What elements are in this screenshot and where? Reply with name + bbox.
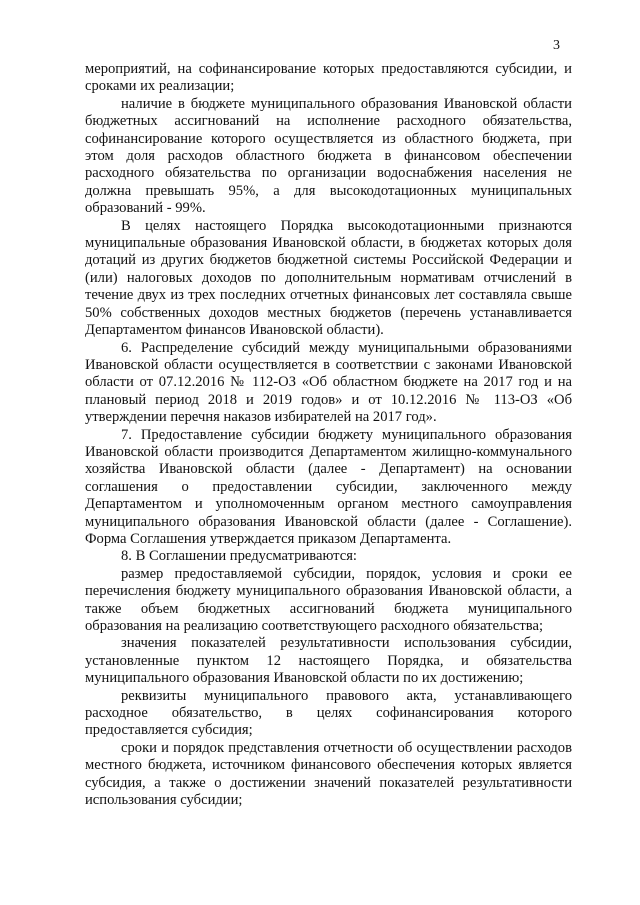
- paragraph: сроки и порядок представления отчетности об осуществлении расходов местного бюджета, источником финансового обеспечения которых является субсидия, а также о достижении значений показателей результативности использования субсидии;: [85, 739, 572, 809]
- paragraph: реквизиты муниципального правового акта, устанавливающего расходное обязательство, в целях софинансирования которого предоставляется субсидия;: [85, 687, 572, 739]
- paragraph: мероприятий, на софинансирование которых предоставляются субсидии, и сроками их реализации;: [85, 61, 572, 95]
- paragraph: 8. В Соглашении предусматриваются:: [121, 548, 357, 565]
- paragraph: 6. Распределение субсидий между муниципальными образованиями Ивановской области осуществляется в соответствии с законами Ивановской области от 07.12.2016 № 112-ОЗ «Об областном бюджете на 2017 год и на плановый период 2018 и 2019 годов» и от 10.12.2016 № 113-ОЗ «Об утверждении перечня наказов избирателей на 2017 год».: [85, 339, 572, 426]
- paragraph: размер предоставляемой субсидии, порядок, условия и сроки ее перечисления бюджету муниципального образования Ивановской области, а также объем бюджетных ассигнований бюджета муниципального образования на реализацию соответствующего расходного обязательства;: [85, 565, 572, 634]
- document-body: [85, 61, 572, 809]
- paragraph: значения показателей результативности использования субсидии, установленные пунктом 12 настоящего Порядка, и обязательства муниципального образования Ивановской области по их достижению;: [85, 635, 572, 687]
- paragraph: В целях настоящего Порядка высокодотационными признаются муниципальные образования Ивановской области, в бюджетах которых доля дотаций из других бюджетов бюджетной системы Российской Федерации и (или) налоговых доходов по дополнительным нормативам отчислений в течение двух из трех последних отчетных финансовых лет составляла свыше 50% собственных доходов местных бюджетов (перечень устанавливается Департаментом финансов Ивановской области).: [85, 217, 572, 339]
- paragraph: 7. Предоставление субсидии бюджету муниципального образования Ивановской области производится Департаментом жилищно-коммунального хозяйства Ивановской области (далее - Департамент) на основании соглашения о предоставлении субсидии, заключенного между Департаментом и уполномоченным органом местного самоуправления муниципального образования Ивановской области (далее - Соглашение). Форма Соглашения утверждается приказом Департамента.: [85, 426, 572, 547]
- page-number: 3: [553, 38, 560, 53]
- paragraph: наличие в бюджете муниципального образования Ивановской области бюджетных ассигнований на исполнение расходного обязательства, софинансирование которого осуществляется из областного бюджета, при этом доля расходов областного бюджета в финансовом обеспечении расходного обязательства по организации водоснабжения населения не должна превышать 95%, а для высокодотационных муниципальных образований - 99%.: [85, 95, 572, 217]
